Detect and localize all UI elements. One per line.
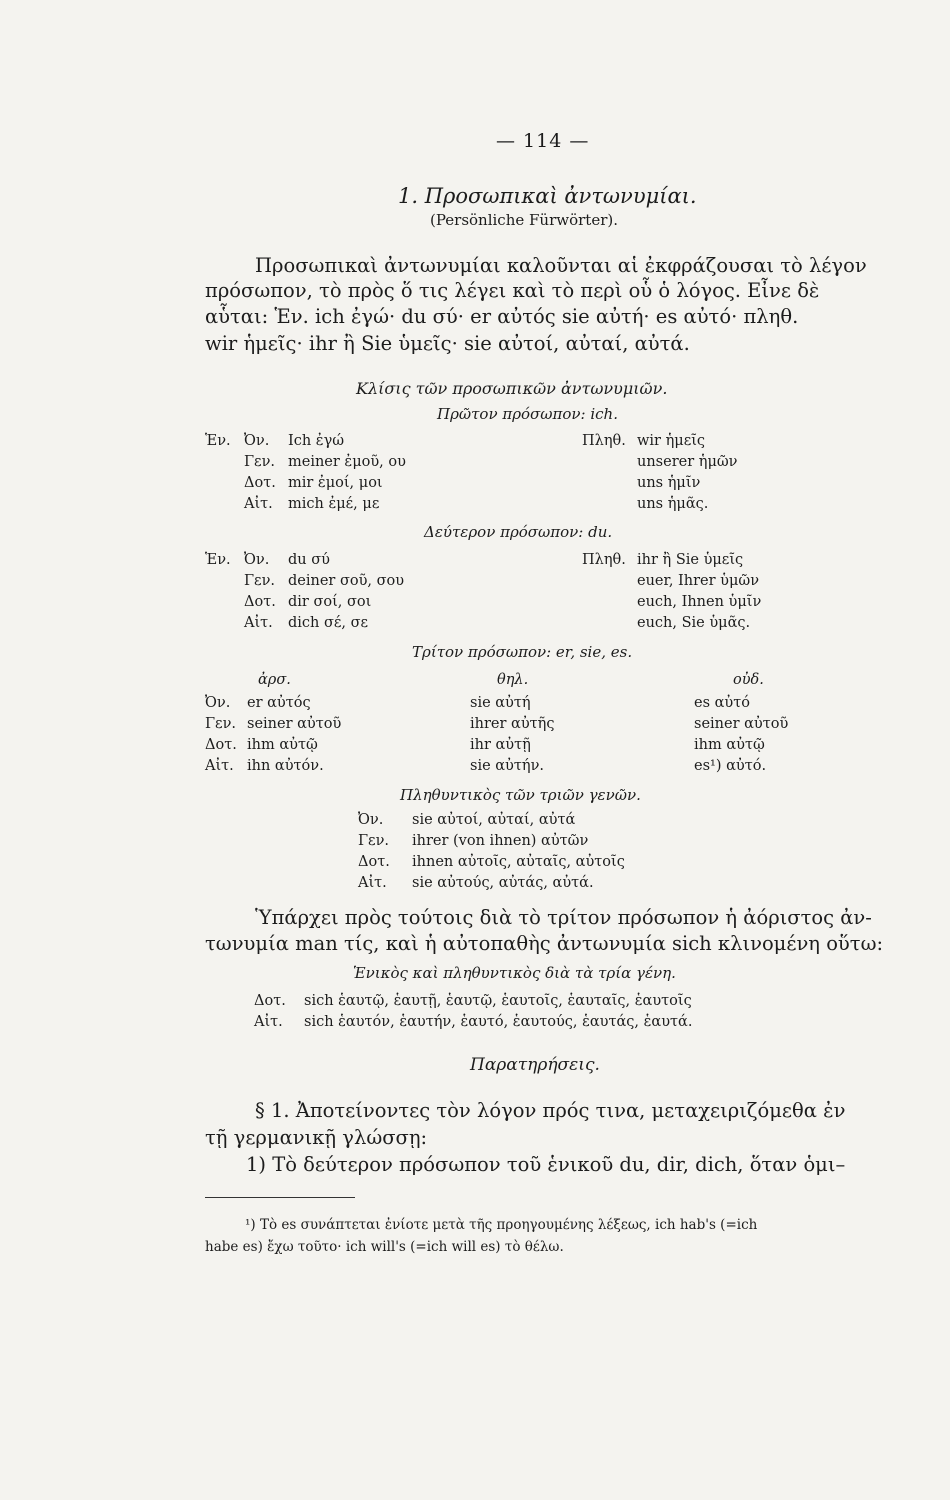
reflexive-heading: Ἑνικὸς καὶ πληθυντικὸς διὰ τὰ τρία γένη. [353, 964, 676, 982]
case-label: Ὀν. [244, 433, 270, 449]
form-masc: ihm αὐτῷ [247, 737, 318, 753]
form-fem: ihrer αὐτῆς [470, 716, 555, 732]
intro-line: πρόσωπον, τὸ πρὸς ὅ τις λέγει καὶ τὸ περὶ οὗ ὁ λόγος. Εἶνε δὲ [205, 279, 820, 302]
case-label: Γεν. [205, 716, 236, 732]
sg-label: Ἑν. [205, 433, 231, 449]
intro-line: Προσωπικαὶ ἀντωνυμίαι καλοῦνται αἱ ἐκφράζουσαι τὸ λέγον [255, 254, 867, 277]
first-person-heading: Πρῶτον πρόσωπον: ich. [437, 405, 618, 423]
remark-line: § 1. Ἀποτείνοντες τὸν λόγον πρός τινα, μεταχειριζόμεθα ἐν [255, 1099, 846, 1122]
case-label: Αἰτ. [254, 1014, 283, 1030]
plural-form: ihnen αὐτοῖς, αὐταῖς, αὐτοῖς [412, 854, 625, 870]
reflexive-intro-line: Ὑπάρχει πρὸς τούτοις διὰ τὸ τρίτον πρόσωπον ἡ ἀόριστος ἀν- [255, 906, 872, 929]
form-pl: wir ἡμεῖς [637, 433, 706, 449]
case-label: Ὀν. [244, 552, 270, 568]
form-neut: seiner αὐτοῦ [694, 716, 789, 732]
form-sg: mich ἐμέ, με [288, 496, 380, 512]
footnote-line: ¹) Τὸ es συνάπτεται ἐνίοτε μετὰ τῆς προηγουμένης λέξεως, ich hab's (=ich [245, 1217, 758, 1233]
intro-line: wir ἡμεῖς· ihr ἢ Sie ὑμεῖς· sie αὐτοί, αὐταί, αὐτά. [205, 332, 690, 355]
case-label: Δοτ. [244, 594, 276, 610]
case-label: Γεν. [244, 454, 275, 470]
col-masc: ἀρσ. [258, 672, 291, 688]
case-label: Δοτ. [358, 854, 390, 870]
plural-form: sie αὐτοί, αὐταί, αὐτά [412, 812, 576, 828]
form-sg: mir ἐμοί, μοι [288, 475, 383, 491]
remark-line: τῇ γερμανικῇ γλώσσῃ: [205, 1126, 428, 1149]
case-label: Γεν. [244, 573, 275, 589]
reflexive-form: sich ἑαυτῷ, ἑαυτῇ, ἑαυτῷ, ἑαυτοῖς, ἑαυταῖς, ἑαυτοῖς [304, 993, 692, 1009]
third-person-heading: Τρίτον πρόσωπον: er, sie, es. [412, 643, 633, 661]
plural-form: sie αὐτούς, αὐτάς, αὐτά. [412, 875, 594, 891]
form-pl: euer, Ihrer ὑμῶν [637, 573, 760, 589]
form-masc: seiner αὐτοῦ [247, 716, 342, 732]
form-fem: sie αὐτή [470, 695, 531, 711]
form-masc: er αὐτός [247, 695, 311, 711]
plural-heading: Πληθυντικὸς τῶν τριῶν γενῶν. [400, 786, 641, 804]
case-label: Ὀν. [358, 812, 384, 828]
remark-line: 1) Τὸ δεύτερον πρόσωπον τοῦ ἑνικοῦ du, dir, dich, ὅταν ὁμι– [246, 1153, 846, 1176]
pl-label: Πληθ. [582, 552, 626, 568]
form-neut: es αὐτό [694, 695, 750, 711]
second-person-heading: Δεύτερον πρόσωπον: du. [424, 523, 613, 541]
footnote-rule [205, 1197, 355, 1198]
case-label: Δοτ. [254, 993, 286, 1009]
reflexive-intro-line: τωνυμία man τίς, καὶ ἡ αὐτοπαθὴς ἀντωνυμία sich κλινομένη οὕτω: [205, 932, 884, 955]
col-neut: οὐδ. [733, 672, 764, 688]
form-sg: meiner ἐμοῦ, ου [288, 454, 406, 470]
form-neut: es¹) αὐτό. [694, 758, 767, 774]
section-subtitle: (Persönliche Fürwörter). [430, 211, 618, 229]
form-pl: euch, Sie ὑμᾶς. [637, 615, 751, 631]
form-fem: ihr αὐτῇ [470, 737, 531, 753]
section-title: 1. Προσωπικαὶ ἀντωνυμίαι. [398, 184, 697, 208]
form-sg: Ich ἐγώ [288, 433, 345, 449]
case-label: Αἰτ. [244, 496, 273, 512]
case-label: Αἰτ. [244, 615, 273, 631]
form-sg: dich σέ, σε [288, 615, 369, 631]
col-fem: θηλ. [497, 672, 529, 688]
remarks-heading: Παρατηρήσεις. [470, 1055, 600, 1075]
case-label: Γεν. [358, 833, 389, 849]
form-sg: du σύ [288, 552, 330, 568]
form-sg: dir σοί, σοι [288, 594, 372, 610]
form-sg: deiner σοῦ, σου [288, 573, 405, 589]
form-fem: sie αὐτήν. [470, 758, 545, 774]
case-label: Δοτ. [205, 737, 237, 753]
form-masc: ihn αὐτόν. [247, 758, 324, 774]
case-label: Ὀν. [205, 695, 231, 711]
case-label: Αἰτ. [358, 875, 387, 891]
page-number: — 114 — [496, 130, 590, 152]
sg-label: Ἑν. [205, 552, 231, 568]
reflexive-form: sich ἑαυτόν, ἑαυτήν, ἑαυτό, ἑαυτούς, ἑαυτάς, ἑαυτά. [304, 1014, 693, 1030]
form-pl: uns ἡμῖν [637, 475, 701, 491]
form-pl: ihr ἢ Sie ὑμεῖς [637, 552, 744, 568]
case-label: Δοτ. [244, 475, 276, 491]
footnote-line: habe es) ἔχω τοῦτο· ich will's (=ich will es) τὸ θέλω. [205, 1239, 564, 1255]
case-label: Αἰτ. [205, 758, 234, 774]
declension-heading: Κλίσις τῶν προσωπικῶν ἀντωνυμιῶν. [356, 379, 668, 398]
form-neut: ihm αὐτῷ [694, 737, 765, 753]
form-pl: uns ἡμᾶς. [637, 496, 709, 512]
intro-line: αὗται: Ἑν. ich ἐγώ· du σύ· er αὐτός sie αὐτή· es αὐτό· πληθ. [205, 305, 799, 328]
plural-form: ihrer (von ihnen) αὐτῶν [412, 833, 589, 849]
form-pl: unserer ἡμῶν [637, 454, 738, 470]
pl-label: Πληθ. [582, 433, 626, 449]
form-pl: euch, Ihnen ὑμῖν [637, 594, 762, 610]
